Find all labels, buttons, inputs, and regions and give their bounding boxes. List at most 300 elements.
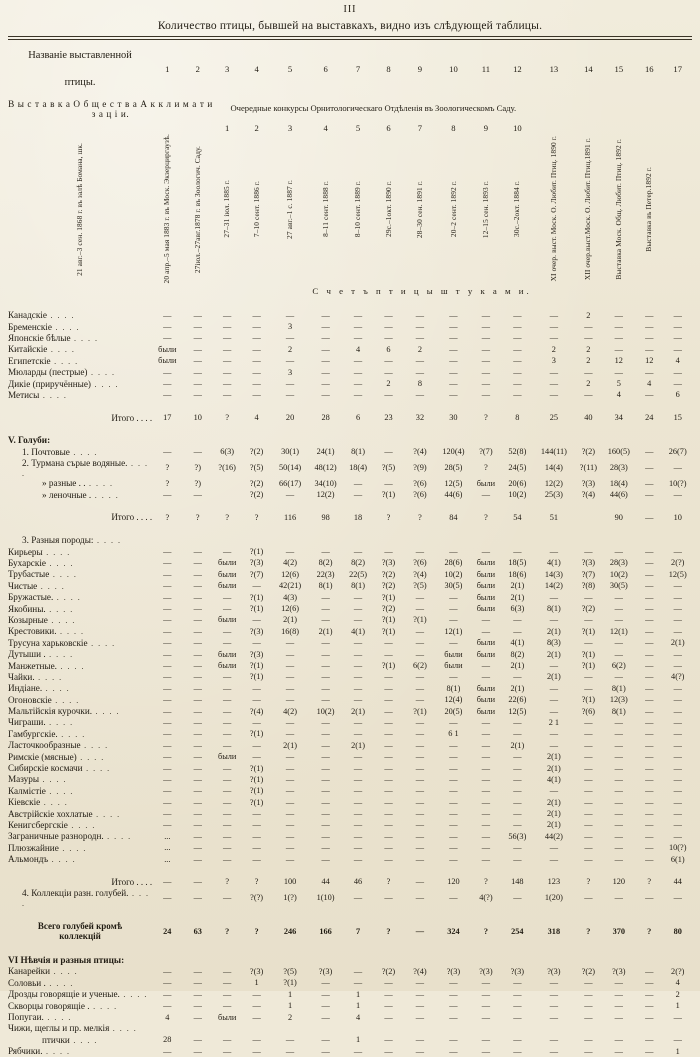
data-cell: — (584, 774, 593, 784)
data-cell: — (614, 831, 623, 841)
data-cell: 44(6) (444, 490, 463, 500)
data-cell: — (549, 978, 559, 988)
data-cell: — (193, 1001, 202, 1011)
data-cell: — (193, 558, 202, 568)
table-group-row (8, 954, 692, 965)
data-cell: — (223, 626, 232, 636)
data-cell: — (481, 774, 491, 784)
spacer-cell (373, 908, 403, 919)
spacer-cell (373, 298, 403, 309)
data-cell: — (193, 626, 202, 636)
data-cell: — (481, 379, 491, 389)
data-cell (272, 535, 309, 546)
data-cell: — (481, 390, 491, 400)
data-cell: — (449, 989, 458, 999)
data-cell: были (476, 683, 496, 693)
data-cell: ?(5) (413, 581, 427, 591)
data-cell: — (285, 1046, 295, 1056)
count-label-spacer (8, 284, 152, 298)
data-cell (603, 1023, 635, 1034)
data-cell: — (193, 1046, 202, 1056)
data-cell: — (223, 390, 232, 400)
spacer-cell (152, 298, 182, 309)
data-cell: — (353, 893, 363, 903)
data-cell: 22(6) (508, 695, 527, 705)
data-cell: 28(5) (444, 463, 463, 473)
table-row (8, 774, 692, 785)
data-cell: — (285, 854, 295, 864)
data-cell: — (513, 333, 522, 343)
data-cell: были (444, 661, 463, 670)
data-cell: — (252, 740, 261, 750)
data-cell (635, 535, 663, 546)
data-cell: 20(5) (444, 706, 463, 716)
data-cell: — (513, 786, 522, 796)
data-cell: — (252, 809, 261, 819)
data-cell: ?(1) (249, 729, 264, 739)
data-cell: — (614, 978, 623, 988)
data-cell: ?(1) (249, 661, 264, 670)
data-cell: — (193, 820, 202, 830)
data-cell: 5 (616, 379, 621, 389)
leader-dots: . . . . (42, 1047, 71, 1057)
data-cell: — (321, 831, 330, 841)
data-cell: — (223, 797, 232, 807)
group-empty-cell (663, 954, 692, 965)
leader-dots: . . . . (34, 672, 63, 682)
data-cell: 12 (645, 356, 654, 366)
data-cell: — (513, 615, 522, 625)
data-cell: — (645, 672, 654, 682)
data-cell: ?(3) (581, 558, 596, 568)
data-cell (272, 1023, 309, 1034)
data-cell: — (415, 547, 425, 557)
data-cell: 14(4) (544, 463, 563, 473)
data-cell: — (584, 843, 593, 853)
row-label: Чижи, щеглы и пр. мелкія . . . . (8, 1023, 138, 1034)
leader-dots: . . . . (47, 615, 76, 625)
data-cell: ?(1) (249, 604, 264, 614)
data-cell: — (673, 626, 682, 636)
data-cell (574, 1023, 602, 1034)
data-cell: 8(1) (546, 604, 561, 614)
data-cell: 2 (288, 1012, 293, 1022)
data-cell (501, 1023, 533, 1034)
data-cell: — (193, 569, 202, 579)
data-cell: ?(4) (413, 966, 427, 976)
table-row (8, 671, 692, 682)
total-cell: ? (586, 926, 591, 936)
data-cell: — (163, 683, 172, 693)
data-cell: — (449, 740, 458, 750)
row-label: Дрозды говорящіе и ученые. . . . . (8, 989, 148, 1000)
data-cell (343, 1023, 373, 1034)
data-cell: — (321, 752, 330, 762)
data-cell: — (384, 706, 393, 716)
data-cell: — (193, 592, 202, 602)
data-cell: 2(1) (510, 581, 525, 591)
data-cell: — (584, 615, 593, 625)
data-cell: — (353, 831, 363, 841)
column-title-11: 20–2 сент. 1892 г. (448, 181, 458, 238)
spacer-cell (635, 500, 663, 511)
leader-dots: . . . . (82, 764, 111, 774)
data-cell: — (353, 1046, 363, 1056)
data-cell: ?) (194, 463, 201, 473)
data-cell: — (614, 1001, 623, 1011)
data-cell: 12(3) (609, 695, 628, 705)
data-cell: — (614, 333, 623, 343)
data-cell: — (252, 638, 261, 648)
data-cell: — (384, 310, 393, 320)
spacer-name-cell (8, 500, 152, 511)
data-cell: — (321, 740, 330, 750)
spacer-cell (436, 500, 471, 511)
data-cell: 1 (675, 1001, 680, 1011)
row-label: Мазуры . . . . (8, 774, 68, 785)
data-cell: — (384, 1012, 393, 1022)
data-cell: — (673, 661, 682, 670)
row-label: Римскіе (мясные) . . . . (8, 751, 105, 762)
data-cell: — (415, 774, 425, 784)
data-cell: — (614, 989, 623, 999)
data-cell: — (384, 740, 393, 750)
data-cell: — (163, 615, 172, 625)
data-cell: — (481, 490, 491, 500)
spacer-cell (663, 500, 692, 511)
data-cell: ?(8) (581, 581, 596, 591)
column-number-12: 12 (513, 64, 522, 75)
leader-dots: . . . . (69, 447, 98, 457)
data-cell: — (163, 558, 172, 568)
data-cell: — (384, 752, 393, 762)
data-cell: — (549, 989, 559, 999)
data-cell: — (163, 592, 172, 602)
data-cell: — (614, 820, 623, 830)
data-cell: — (384, 786, 393, 796)
spacer-cell (373, 500, 403, 511)
row-label: Огоновскіе . . . . (8, 694, 80, 705)
data-cell: — (384, 390, 393, 400)
data-cell: — (321, 310, 330, 320)
spacer-cell (183, 298, 213, 309)
data-cell: 4(1) (546, 558, 561, 568)
data-cell: — (321, 1046, 330, 1056)
data-cell: — (163, 820, 172, 830)
spacer-cell (152, 865, 182, 876)
data-cell: — (252, 683, 261, 693)
data-cell: 10(2) (508, 490, 527, 500)
data-cell (663, 535, 692, 546)
data-cell: — (645, 1035, 654, 1045)
count-unit-label: С ч е т ъ п т и ц ы ш т у к а м и. (312, 286, 532, 297)
data-cell: — (449, 592, 458, 602)
spacer-cell (663, 943, 692, 954)
data-cell: — (549, 322, 559, 332)
data-cell: были (217, 569, 237, 579)
data-cell: ?(1) (381, 626, 396, 636)
row-label: Кіевскіе . . . . (8, 797, 69, 808)
data-cell: — (481, 820, 491, 830)
total-cell: — (645, 512, 654, 522)
spacer-cell (471, 943, 501, 954)
spacer-cell (343, 908, 373, 919)
data-cell: 4 (616, 390, 621, 400)
data-cell: — (584, 592, 593, 602)
data-cell: ?(6) (413, 478, 427, 488)
leader-dots: . . . . (87, 368, 116, 378)
data-cell: — (584, 683, 593, 693)
data-cell: — (481, 763, 491, 773)
data-cell: ?(1) (381, 592, 396, 602)
data-cell: — (449, 1001, 458, 1011)
leader-dots: . . . . (42, 684, 71, 694)
total-cell: ? (586, 877, 591, 887)
data-cell: 2(1) (546, 626, 561, 636)
row-label: Рябчики. . . . . (8, 1046, 71, 1057)
data-cell: — (513, 547, 522, 557)
spacer-cell (436, 908, 471, 919)
data-cell: — (614, 797, 623, 807)
data-cell: — (193, 638, 202, 648)
row-label: Скворцы говорящіе . . . . . (8, 1000, 118, 1011)
data-cell: — (353, 763, 363, 773)
data-cell: — (252, 1046, 261, 1056)
total-cell: ? (483, 926, 488, 936)
row-label: Трусуна харьковскіе . . . . (8, 637, 116, 648)
data-cell: — (193, 379, 202, 389)
group-header-spacer-3 (603, 96, 635, 122)
data-cell: — (193, 604, 202, 614)
data-cell: — (415, 649, 425, 659)
spacer-cell (436, 401, 471, 412)
data-cell: — (415, 831, 425, 841)
data-cell: — (252, 1035, 261, 1045)
data-cell: 12(1) (609, 626, 628, 636)
spacer-cell (501, 908, 533, 919)
data-cell: 2 (417, 344, 423, 354)
data-cell: — (285, 379, 295, 389)
leader-dots: . . . . (70, 333, 99, 343)
data-cell: 12(5) (444, 478, 463, 488)
data-cell: — (645, 774, 654, 784)
data-cell: — (223, 695, 232, 705)
data-cell: — (549, 729, 559, 739)
data-cell: ?(2) (249, 478, 264, 488)
data-cell: — (513, 379, 522, 389)
data-cell: 8(1) (611, 683, 626, 693)
data-cell: были (444, 649, 463, 659)
spacer-cell (603, 401, 635, 412)
data-cell: 26(7) (668, 447, 687, 457)
data-cell: — (673, 683, 682, 693)
data-cell: 2(1) (283, 740, 297, 750)
table-row (8, 648, 692, 659)
data-cell: ?(5) (381, 463, 396, 473)
row-label: Сибирскіе космачи . . . . (8, 763, 111, 774)
data-cell: — (449, 310, 458, 320)
data-cell: — (614, 615, 623, 625)
subnumber-1: 1 (225, 123, 230, 134)
row-label: птички . . . . (42, 1034, 98, 1045)
data-cell: — (163, 893, 172, 903)
spacer-cell (534, 908, 575, 919)
data-cell: — (163, 322, 172, 332)
data-cell: — (481, 310, 491, 320)
data-cell: ? (484, 463, 488, 473)
spacer-cell (404, 401, 436, 412)
table-row (8, 853, 692, 864)
data-cell: — (252, 1001, 261, 1011)
subnumber-blank-tail-1 (534, 122, 575, 134)
row-label: Попугаи. . . . . (8, 1012, 72, 1023)
data-cell: ?(4) (249, 706, 264, 716)
data-cell: 12(6) (281, 569, 300, 579)
spacer-cell (574, 298, 602, 309)
data-cell: — (449, 797, 458, 807)
data-cell: 160(5) (607, 447, 630, 457)
leader-dots: . . . . (92, 809, 121, 819)
spacer-cell (471, 500, 501, 511)
spacer-cell (272, 401, 309, 412)
data-cell: — (384, 547, 393, 557)
data-cell: — (353, 490, 363, 500)
data-cell: ?(3) (612, 966, 626, 976)
data-cell: — (549, 547, 559, 557)
data-cell (534, 1023, 575, 1034)
data-cell: — (513, 893, 522, 903)
data-cell: — (673, 809, 682, 819)
leader-dots: . . . . (42, 547, 71, 557)
data-cell: 8 (417, 379, 423, 389)
data-cell: — (481, 626, 491, 636)
data-cell: — (645, 367, 654, 377)
data-cell: — (223, 763, 232, 773)
leader-dots: . . . . (93, 536, 122, 546)
data-cell: 18(4) (349, 463, 368, 473)
data-cell: 1(?) (283, 893, 297, 903)
column-title-3: 27іюл.–27авг.1878 г. въ Зоологич. Саду. (192, 145, 202, 273)
data-cell (574, 535, 602, 546)
row-label: Чайки. . . . . (8, 671, 63, 682)
data-cell: — (584, 820, 593, 830)
data-cell: — (384, 978, 393, 988)
data-cell: — (353, 854, 363, 864)
row-label: Египетскіе . . . . (8, 355, 79, 366)
data-cell: — (193, 1012, 202, 1022)
data-cell: — (252, 356, 261, 366)
data-cell: ?(1) (381, 490, 396, 500)
data-cell: — (163, 1046, 172, 1056)
data-cell: — (513, 322, 522, 332)
data-cell: — (321, 797, 330, 807)
total-cell: 44 (673, 877, 682, 887)
row-label: Японскіе бѣлые . . . . (8, 332, 99, 343)
leader-dots: . . . . (39, 775, 68, 785)
data-cell: — (223, 717, 232, 727)
group-header-spacer-2 (574, 96, 602, 122)
spacer-cell (241, 500, 271, 511)
row-label: 1. Почтовые . . . . (22, 446, 98, 457)
group-empty-cell (635, 435, 663, 446)
data-cell: — (645, 893, 654, 903)
data-cell: — (285, 763, 295, 773)
data-cell: ... (164, 843, 171, 853)
total-cell: 98 (321, 512, 330, 522)
data-cell: — (321, 547, 330, 557)
spacer-cell (501, 865, 533, 876)
row-label: Соловьи . . . . . (8, 977, 74, 988)
data-cell: — (163, 547, 172, 557)
column-title-1: 21 авг.–3 сен. 1868 г. въ залѣ Бомана, шк. (75, 142, 85, 276)
data-cell: — (321, 1012, 330, 1022)
table-row (8, 478, 692, 489)
data-cell: — (584, 638, 593, 648)
data-cell: — (673, 604, 682, 614)
data-cell: 4(?) (479, 893, 493, 903)
data-cell: — (163, 310, 172, 320)
spacer-cell (272, 500, 309, 511)
spacer-cell (471, 298, 501, 309)
data-cell: ?(3) (381, 558, 396, 568)
table-row (8, 321, 692, 332)
data-cell: — (645, 797, 654, 807)
data-cell: 18(5) (508, 558, 527, 568)
data-cell: — (321, 615, 330, 625)
data-cell: — (252, 390, 261, 400)
data-cell: — (193, 672, 202, 682)
data-cell: — (285, 809, 295, 819)
spacer-cell (183, 865, 213, 876)
data-cell: — (384, 729, 393, 739)
leader-dots: . . . . (51, 695, 80, 705)
data-cell: — (285, 638, 295, 648)
data-cell: — (163, 717, 172, 727)
data-cell: 12(2) (316, 490, 335, 500)
data-cell (471, 1023, 501, 1034)
data-cell: ?(5) (283, 966, 297, 976)
data-cell: — (614, 344, 623, 354)
data-cell: — (353, 717, 363, 727)
spacer-cell (343, 523, 373, 534)
data-cell: — (614, 740, 623, 750)
data-cell: — (549, 854, 559, 864)
data-cell: — (614, 809, 623, 819)
table-row (8, 557, 692, 568)
data-cell: — (321, 390, 330, 400)
data-cell: — (449, 1046, 458, 1056)
data-cell: ? (165, 478, 170, 488)
data-cell: были (217, 752, 237, 762)
data-cell: — (193, 763, 202, 773)
leader-dots: . . . . (45, 786, 74, 796)
total-cell: 324 (447, 926, 460, 936)
data-cell: — (513, 672, 522, 682)
table-row (8, 603, 692, 614)
data-cell: — (193, 854, 202, 864)
total-cell: 51 (549, 512, 559, 522)
data-cell: — (645, 626, 654, 636)
total-cell: ? (484, 877, 488, 887)
data-cell: — (285, 672, 295, 682)
data-cell: — (223, 310, 232, 320)
data-cell: — (321, 672, 330, 682)
total-cell: 120 (612, 877, 626, 887)
data-cell: — (614, 786, 623, 796)
data-cell: — (384, 447, 393, 457)
leader-dots: . . . . (49, 570, 78, 580)
data-cell: 8(2) (318, 558, 333, 568)
